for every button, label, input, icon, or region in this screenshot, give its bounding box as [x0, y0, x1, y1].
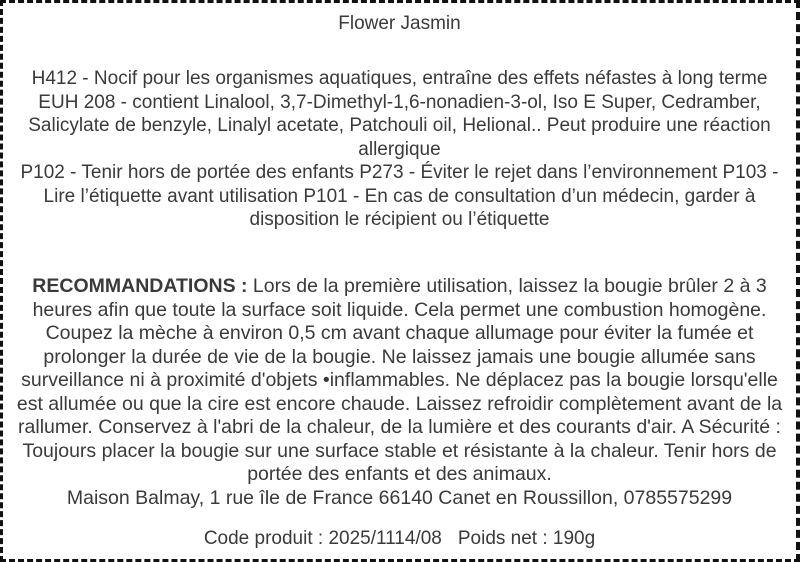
- product-code: Code produit : 2025/1114/08: [203, 528, 442, 549]
- net-weight: Poids net : 190g: [457, 528, 596, 549]
- recommendations-paragraph: [11, 275, 788, 487]
- hazard-statements: [17, 67, 782, 232]
- manufacturer-address: Maison Balmay, 1 rue île de France 66140 Canet en Roussillon, 0785575299: [66, 486, 733, 509]
- recommendations-text: Lors de la première utilisation, laissez la bougie brûler 2 à 3 heures afin que toute la surface soit liquide. Cela permet une combustion homogène. Coupez la mèche à environ 0,5 cm avant chaque allumage pour éviter la fumée et prolonger la durée de vie de la bougie. Ne laissez jamais une bougie allumée sans surveillance ni à proximité d'objets •inflammables. Ne déplacez pas la bougie lorsqu'elle est allumée ou que la cire est encore chaude. Laissez refroidir complètement avant de la rallumer. Conservez à l'abri de la chaleur, de la lumière et des courants d'air. A Sécurité : Toujours placer la bougie sur une surface stable et résistante à la chaleur. Tenir hors de portée des enfants et des animaux.: [16, 275, 783, 485]
- precautionary-statements: P102 - Tenir hors de portée des enfants P273 - Éviter le rejet dans l’environnement P103 - Lire l’étiquette avant utilisation P101 - En cas de consultation d’un médecin, garder à disposition le récipient ou l’étiquette: [20, 162, 779, 230]
- recommendations: [11, 275, 788, 510]
- hazard-h412: H412 - Nocif pour les organismes aquatiques, entraîne des effets néfastes à long terme: [31, 68, 768, 89]
- product-footer: [3, 527, 796, 551]
- product-name: Flower Jasmin: [338, 13, 461, 34]
- recommendations-heading: RECOMMANDATIONS :: [32, 275, 248, 297]
- hazard-euh208: EUH 208 - contient Linalool, 3,7-Dimethyl-1,6-nonadien-3-ol, Iso E Super, Cedramber, Salicylate de benzyle, Linalyl acetate, Patchouli oil, Helional.. Peut produire une réaction allergique: [28, 91, 771, 160]
